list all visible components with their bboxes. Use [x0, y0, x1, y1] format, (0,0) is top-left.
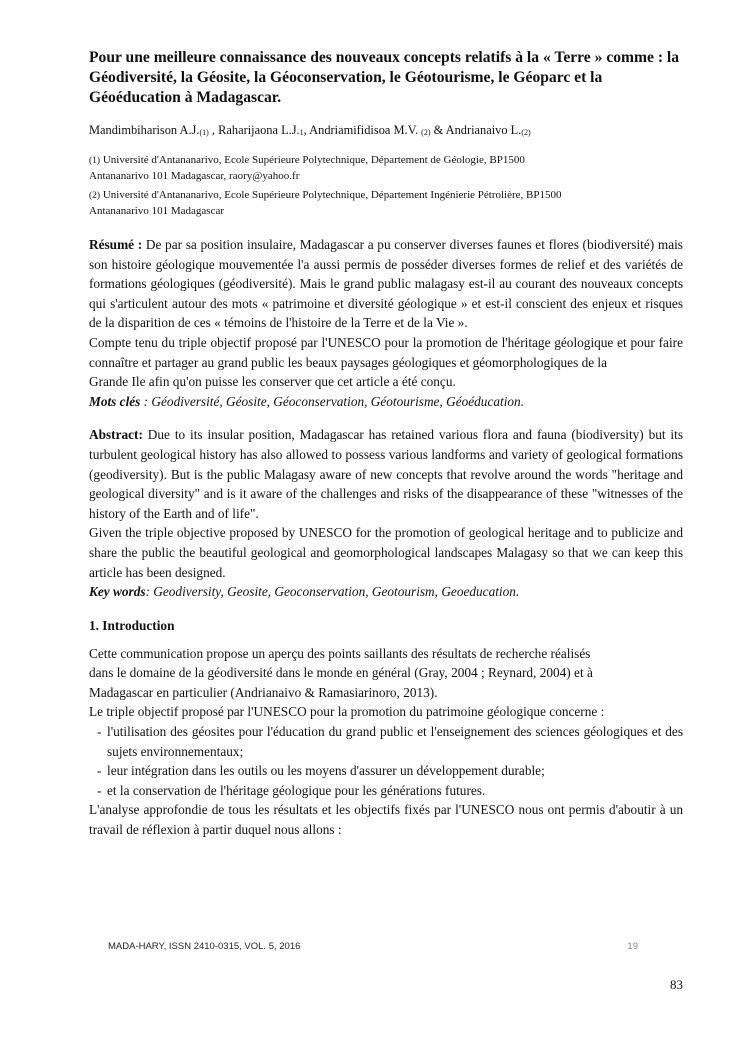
intro-line: Cette communication propose un aperçu des points saillants des résultats de recherche réalisés [89, 645, 591, 661]
author-name: Raharijaona L.J. [218, 123, 300, 137]
objective-list [89, 722, 683, 800]
affiliation-1 [89, 153, 683, 184]
intro-line: dans le domaine de la géodiversité dans le monde en général (Gray, 2004 ; Reynard, 2004) et à [89, 665, 593, 681]
section-heading: 1. Introduction [89, 617, 175, 633]
list-item: - et la conservation de l'héritage géologique pour les générations futures. [97, 782, 486, 798]
resume-paragraph [89, 235, 683, 333]
abstract-text: Due to its insular position, Madagascar has retained various flora and fauna (biodiversity) but its turbulent geological history has also allowed to possess various landforms and variety of geological formations (geodiversity). But is the public Malagasy aware of new concepts that revolve around the words "heritage and geological diversity" and is it aware of the challenges and risks of the disappearance of these "witnesses of the history of the Earth and of life". [89, 427, 683, 521]
keywords-list: : Géodiversité, Géosite, Géoconservation, Géotourisme, Géoéducation. [140, 393, 525, 409]
paper-title: Pour une meilleure connaissance des nouveaux concepts relatifs à la « Terre » comme : la Géodiversité, la Géosite, la Géoconservation, le Géotourisme, le Géoparc et la Géoéducation à Madagascar. [89, 49, 680, 106]
abstract-section [89, 425, 683, 601]
affiliation-line: Antananarivo 101 Madagascar, raory@yahoo.fr [89, 170, 300, 182]
author-affiliation-ref: (2) [521, 128, 531, 137]
author-name: Mandimbiharison A.J. [89, 123, 200, 137]
intro-line: Madagascar en particulier (Andrianaivo & Ramasiarinoro, 2013). [89, 684, 438, 700]
resume-text: De par sa position insulaire, Madagascar a pu conserver diverses faunes et flores (biodiversité) mais son histoire géologique mouvementée l'a aussi permis de posséder diverses formes de relief et des variétés de formations géologiques (géodiversité). Mais le grand public malagasy est-il au courant des nouveaux concepts qui s'articulent autour des mots « patrimoine et diversité géologique » et est-il conscient des enjeux et risques de la disparition de ces « témoins de l'histoire de la Terre et de la Vie ». [89, 237, 683, 331]
author-list: Mandimbiharison $A.J._{(1)}$ , Raharijaona $L.J._1$, Andriamifidisoa M.V. $_{(2)}$ & Andrianaivo $L._{(2)}$ [89, 123, 531, 137]
abstract-label: Abstract: [89, 427, 143, 443]
page-number: 83 [670, 977, 683, 992]
author-affiliation-ref: 1 [299, 128, 304, 137]
resume-paragraph: Compte tenu du triple objectif proposé par l'UNESCO pour la promotion de l'héritage géologique et pour faire connaître et partager au grand public les beaux paysages géologiques et géomorphologiques de la [89, 334, 683, 370]
abstract-paragraph: Given the triple objective proposed by UNESCO for the promotion of geological heritage and to publicize and share the public the beautiful geological and geomorphological landscapes Malagasy so that we can keep this article has been designed. [89, 525, 683, 580]
keywords-label: Key words [89, 584, 146, 600]
resume-section [89, 235, 683, 411]
page-footer [108, 941, 648, 952]
page-body [89, 48, 683, 840]
resume-keywords [89, 392, 683, 412]
intro-line: Le triple objectif proposé par l'UNESCO pour la promotion du patrimoine géologique concerne : [89, 704, 605, 720]
affiliation-line: Antananarivo 101 Madagascar [89, 205, 225, 217]
resume-label: Résumé : [89, 237, 143, 252]
keywords-label: Mots clés [89, 393, 141, 409]
list-item: - l'utilisation des géosites pour l'éducation du grand public et l'enseignement des sciences géologiques et des sujets environnementaux; [97, 724, 683, 759]
journal-reference: MADA-HARY, ISSN 2410-0315, VOL. 5, 2016 [108, 941, 301, 952]
author-affiliation-ref: (2) [421, 128, 431, 137]
affiliation-number: (1) [89, 156, 101, 166]
author-name: Andriamifidisoa M.V. [309, 123, 419, 137]
affiliation-number: (2) [89, 191, 101, 201]
abstract-paragraph [89, 425, 683, 523]
abstract-keywords [89, 582, 683, 602]
resume-paragraph: Grande Ile afin qu'on puisse les conserver que cet article a été conçu. [89, 374, 456, 390]
list-item: - leur intégration dans les outils ou les moyens d'assurer un développement durable; [97, 763, 545, 779]
affiliation-line: Université d'Antananarivo, Ecole Supérieure Polytechnique, Département de Géologie, BP1500 [102, 154, 525, 166]
affiliation-2 [89, 188, 683, 219]
affiliation-line: Université d'Antananarivo, Ecole Supérieure Polytechnique, Département Ingénierie Pétrolière, BP1500 [102, 189, 562, 201]
intro-paragraph: L'analyse approfondie de tous les résultats et les objectifs fixés par l'UNESCO nous ont permis d'aboutir à un travail de réflexion à partir duquel nous allons : [89, 802, 683, 838]
keywords-list: : Geodiversity, Geosite, Geoconservation, Geotourism, Geoeducation. [145, 584, 520, 600]
introduction-section [89, 644, 683, 840]
inner-page-number: 19 [627, 941, 638, 952]
author-affiliation-ref: (1) [199, 128, 209, 137]
author-name: Andrianaivo L. [445, 123, 522, 137]
